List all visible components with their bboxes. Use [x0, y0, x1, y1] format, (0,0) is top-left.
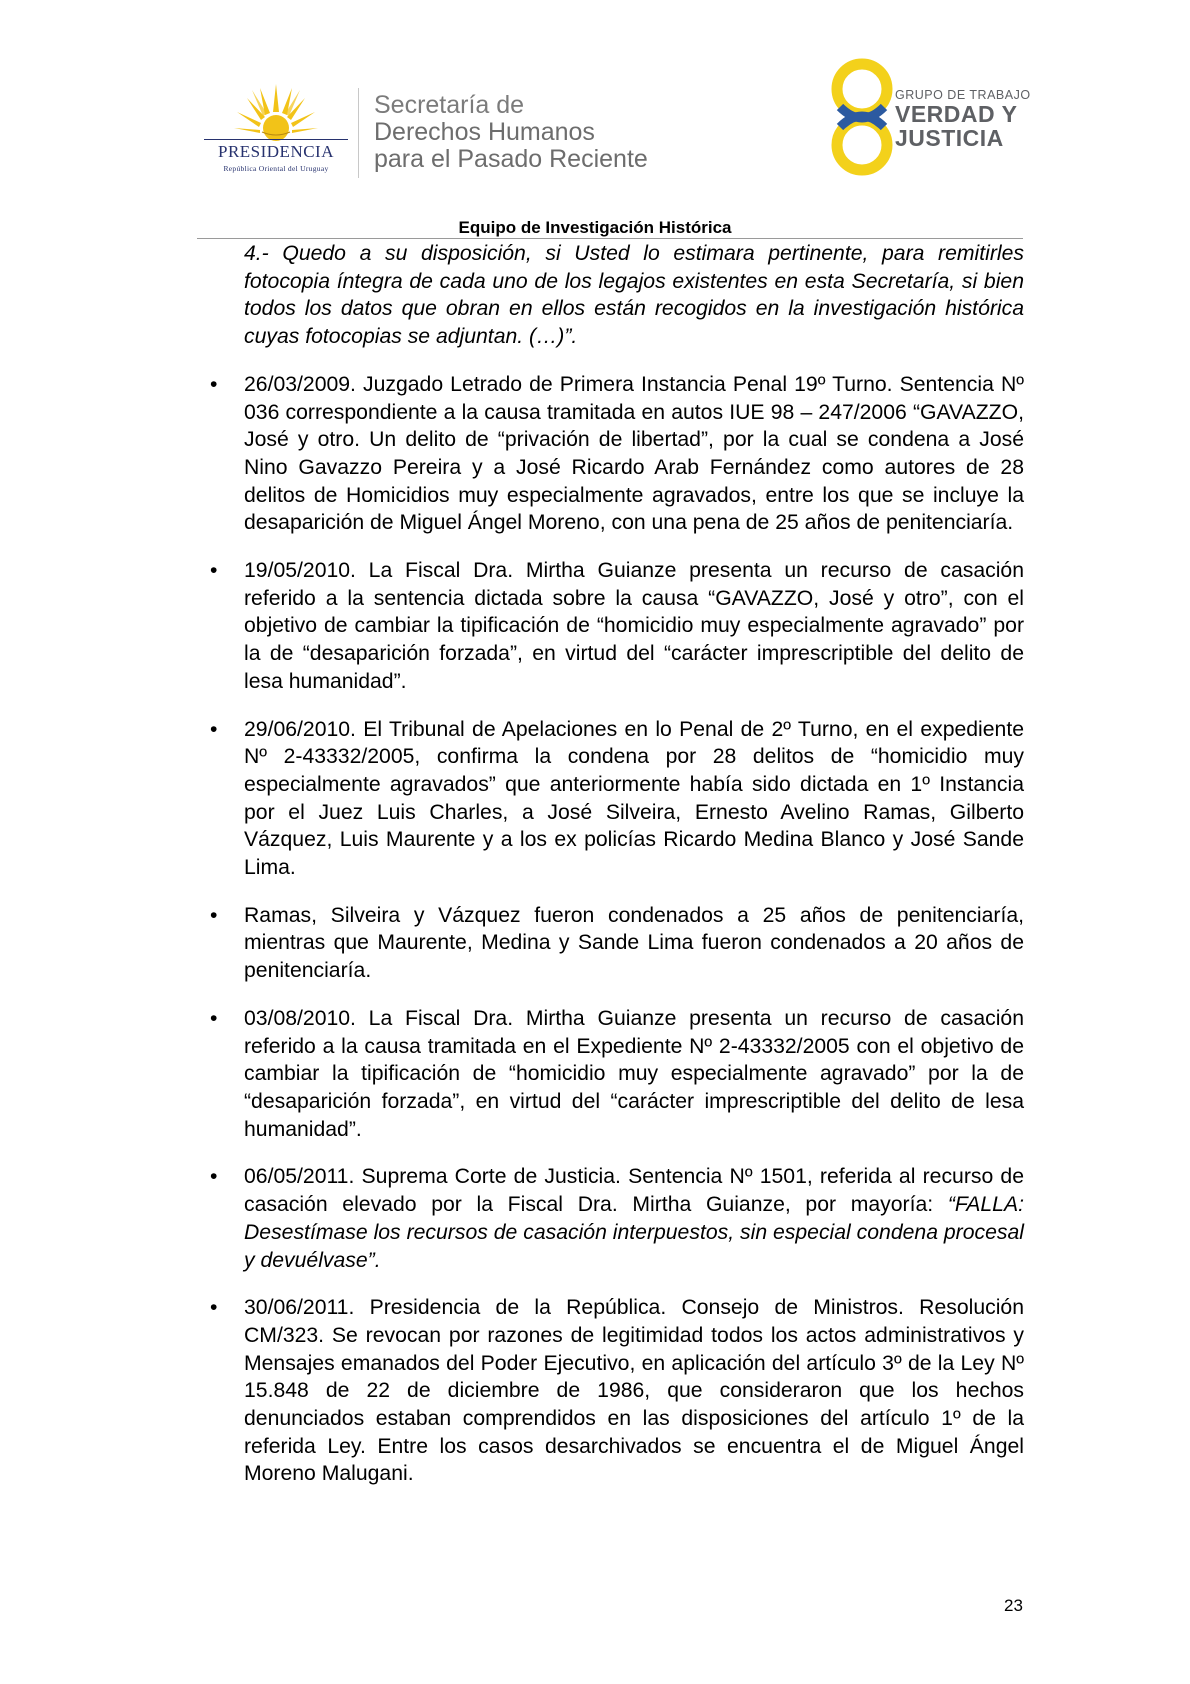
bullet-icon: •	[210, 559, 218, 583]
list-item-text: 26/03/2009. Juzgado Letrado de Primera Instancia Penal 19º Turno. Sentencia Nº 036 correspondiente a la causa tramitada en autos IUE 98 – 247/2006 “GAVAZZO, José y otro. Un delito de “privación de libertad”, por la cual se condena a José Nino Gavazzo Pereira y a José Ricardo Arab Fernández como autores de 28 delitos de Homicidios muy especialmente agravados, entre los que se incluye la desaparición de Miguel Ángel Moreno, con una pena de 25 años de penitenciaría.	[244, 372, 1024, 535]
page-header	[0, 0, 1190, 237]
secretaria-title	[374, 92, 648, 173]
secretaria-line-1: Secretaría de	[374, 91, 525, 119]
presidencia-rule	[204, 139, 348, 140]
team-title: Equipo de Investigación Histórica	[458, 218, 732, 237]
presidencia-logo	[196, 82, 356, 182]
list-item	[210, 371, 1024, 537]
bullet-icon: •	[210, 1296, 218, 1320]
list-item-text: Ramas, Silveira y Vázquez fueron condenados a 25 años de penitenciaría, mientras que Maurente, Medina y Sande Lima fueron condenados a 20 años de penitenciaría.	[244, 903, 1024, 983]
bullet-icon: •	[210, 717, 218, 741]
header-divider	[358, 88, 359, 178]
grupo-line-3: JUSTICIA	[895, 125, 1004, 151]
list-item-text: 29/06/2010. El Tribunal de Apelaciones en lo Penal de 2º Turno, en el expediente Nº 2-43332/2005, confirma la condena por 28 delitos de “homicidio muy especialmente agravados” que anteriormente había sido dictada en 1º Instancia por el Juez Luis Charles, a José Silveira, Ernesto Avelino Ramas, Gilberto Vázquez, Luis Maurente y a los ex policías Ricardo Medina Blanco y José Sande Lima.	[244, 717, 1024, 880]
list-item	[210, 557, 1024, 696]
presidencia-subtitle: República Oriental del Uruguay	[223, 164, 329, 173]
header-rule	[197, 238, 1023, 239]
quote-paragraph: 4.- Quedo a su disposición, si Usted lo estimara pertinente, para remitirles fotocopia íntegra de cada uno de los legajos existentes en esta Secretaría, si bien todos los datos que obran en ellos están recogidos en la investigación histórica cuyas fotocopias se adjuntan. (…)”.	[244, 242, 1024, 349]
list-item	[210, 902, 1024, 985]
bullet-icon: •	[210, 372, 218, 396]
list-item	[210, 1163, 1024, 1274]
list-item	[210, 1005, 1024, 1144]
list-item-text: 03/08/2010. La Fiscal Dra. Mirtha Guianze presenta un recurso de casación referido a la causa tramitada en el Expediente Nº 2-43332/2005 con el objetivo de cambiar la tipificación de “homicidio muy especialmente agravado” por la de “desaparición forzada”, en virtud del “carácter imprescriptible del delito de lesa humanidad”.	[244, 1006, 1024, 1141]
secretaria-line-2: Derechos Humanos	[374, 118, 595, 146]
grupo-line-2: VERDAD Y	[895, 101, 1018, 127]
grupo-line-1: GRUPO DE TRABAJO	[895, 88, 1031, 102]
list-item	[210, 1294, 1024, 1488]
grupo-trabajo-text	[895, 88, 1031, 150]
presidencia-name: PRESIDENCIA	[217, 142, 334, 161]
list-item-text: 06/05/2011. Suprema Corte de Justicia. Sentencia Nº 1501, referida al recurso de casación elevado por la Fiscal Dra. Mirtha Guianze, por mayoría:	[244, 1165, 1024, 1217]
list-item-text: 19/05/2010. La Fiscal Dra. Mirtha Guianze presenta un recurso de casación referido a la sentencia dictada sobre la causa “GAVAZZO, José y otro”, con el objetivo de cambiar la tipificación de “homicidio muy especialmente agravado” por la de “desaparición forzada”, en virtud del “carácter imprescriptible del delito de lesa humanidad”.	[244, 559, 1024, 693]
bullet-icon: •	[210, 1165, 218, 1189]
list-item	[210, 716, 1024, 882]
list-item-italic-text: “FALLA: Desestímase los recursos de casación interpuestos, sin especial condena procesal y devuélvase”.	[244, 1193, 1024, 1272]
list-item-text: 30/06/2011. Presidencia de la República. Consejo de Ministros. Resolución CM/323. Se revocan por razones de legitimidad todos los actos administrativos y Mensajes emanados del Poder Ejecutivo, en aplicación del artículo 3º de la Ley Nº 15.848 de 22 de diciembre de 1986, que consideraron que los hechos denunciados estaban comprendidos en las disposiciones del artículo 1º de la referida Ley. Entre los casos desarchivados se encuentra el de Miguel Ángel Moreno Malugani.	[244, 1296, 1024, 1486]
bullet-icon: •	[210, 1006, 218, 1030]
secretaria-line-3: para el Pasado Reciente	[374, 145, 648, 173]
bullet-icon: •	[210, 903, 218, 927]
page-number: 23	[1004, 1596, 1023, 1615]
sun-emblem-icon	[232, 82, 320, 142]
page-content	[210, 240, 1024, 1508]
